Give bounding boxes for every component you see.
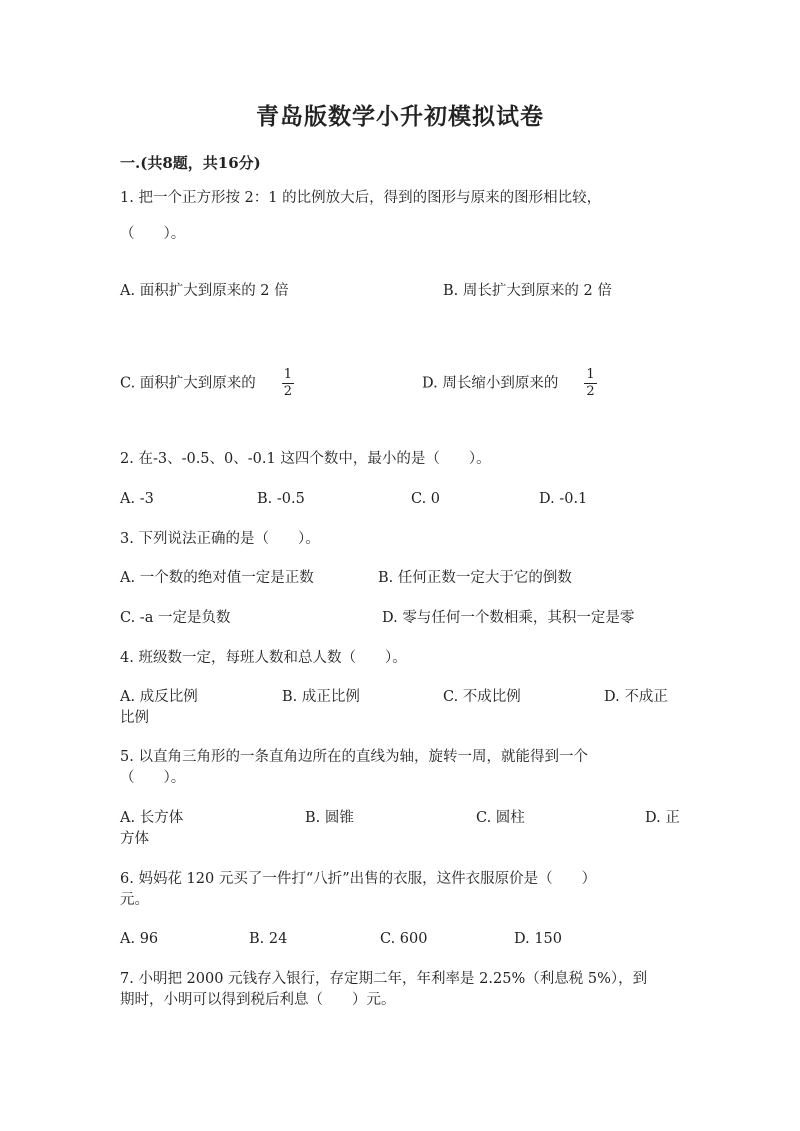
question-1-option-c [120, 368, 294, 399]
fraction-one-half [584, 368, 596, 399]
question-1-option-d [422, 368, 597, 399]
fraction-denominator: 2 [283, 384, 293, 399]
question-1-text: 1. 把一个正方形按 2：1 的比例放大后，得到的图形与原来的图形相比较， [120, 190, 602, 206]
question-2-option-d: D. -0.1 [539, 491, 588, 507]
question-5-option-d: D. 正 [645, 810, 680, 826]
question-1-blank: （ ）。 [120, 226, 186, 242]
question-7-continued: 期时，小明可以得到税后利息（ ）元。 [120, 992, 396, 1008]
section-heading: 一.(共8题，共16分) [120, 154, 261, 172]
fraction-numerator: 1 [283, 367, 293, 382]
question-5-option-a: A. 长方体 [120, 810, 184, 826]
question-4-option-c: C. 不成比例 [443, 689, 521, 705]
question-2-option-b: B. -0.5 [257, 491, 305, 507]
question-4-option-b: B. 成正比例 [282, 689, 360, 705]
question-4-option-d-continued: 比例 [120, 710, 149, 726]
question-3-option-b: B. 任何正数一定大于它的倒数 [378, 570, 572, 586]
question-2-option-c: C. 0 [411, 491, 441, 507]
question-6-option-b: B. 24 [249, 931, 288, 947]
question-1-option-a: A. 面积扩大到原来的 2 倍 [120, 283, 289, 299]
question-5-option-c: C. 圆柱 [476, 810, 525, 826]
question-3-text: 3. 下列说法正确的是（ ）。 [120, 531, 320, 547]
question-3-option-a: A. 一个数的绝对值一定是正数 [120, 570, 314, 586]
question-5-option-d-continued: 方体 [120, 831, 149, 847]
question-1-option-b: B. 周长扩大到原来的 2 倍 [443, 283, 612, 299]
question-3-option-d: D. 零与任何一个数相乘，其积一定是零 [382, 610, 635, 626]
question-3-option-c: C. -a 一定是负数 [120, 610, 231, 626]
question-6-option-a: A. 96 [120, 931, 159, 947]
question-5-blank: （ ）。 [120, 770, 186, 786]
question-6-option-c: C. 600 [380, 931, 428, 947]
question-2-text: 2. 在-3、-0.5、0、-0.1 这四个数中，最小的是（ ）。 [120, 451, 491, 467]
question-6-text: 6. 妈妈花 120 元买了一件打“八折”出售的衣服，这件衣服原价是（ ） [120, 871, 597, 887]
question-4-option-a: A. 成反比例 [120, 689, 198, 705]
fraction-numerator: 1 [586, 367, 595, 382]
question-4-text: 4. 班级数一定，每班人数和总人数（ ）。 [120, 650, 407, 666]
question-2-option-a: A. -3 [120, 491, 154, 507]
question-5-text: 5. 以直角三角形的一条直角边所在的直线为轴，旋转一周，就能得到一个 [120, 749, 588, 765]
question-7-text: 7. 小明把 2000 元钱存入银行，存定期二年，年利率是 2.25%（利息税 5%），到 [120, 971, 648, 987]
option-c-text: C. 面积扩大到原来的 [120, 375, 256, 392]
question-5-option-b: B. 圆锥 [305, 810, 354, 826]
option-d-text: D. 周长缩小到原来的 [422, 375, 559, 392]
fraction-one-half [282, 368, 294, 399]
question-6-option-d: D. 150 [514, 931, 563, 947]
fraction-denominator: 2 [586, 384, 595, 399]
question-6-continued: 元。 [120, 892, 149, 908]
page-title: 青岛版数学小升初模拟试卷 [256, 103, 544, 130]
question-4-option-d: D. 不成正 [604, 689, 668, 705]
